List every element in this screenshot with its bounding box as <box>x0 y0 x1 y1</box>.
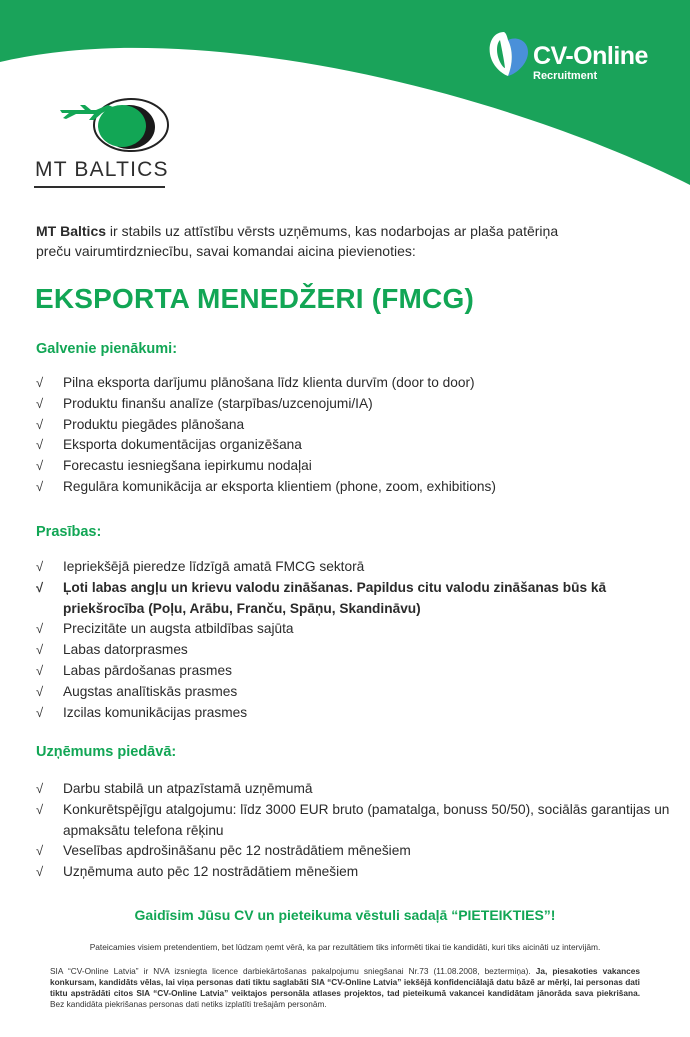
check-icon: √ <box>36 621 44 637</box>
job-title: EKSPORTA MENEDŽERI (FMCG) <box>35 283 474 314</box>
list-item: √ Uzņēmuma auto pēc 12 nostrādātiem mēnešiem <box>36 862 676 883</box>
check-icon: √ <box>36 864 44 880</box>
apply-call-to-action: Gaidīsim Jūsu CV un pieteikuma vēstuli sadaļā “PIETEIKTIES”! <box>134 907 556 923</box>
requirements-list <box>36 557 676 723</box>
check-icon: √ <box>36 416 44 432</box>
cv-online-logo-icon <box>486 30 530 78</box>
list-item: √ Forecastu iesniegšana iepirkumu nodaļai <box>36 456 676 477</box>
list-item: √ Konkurētspējīgu atalgojumu: līdz 3000 EUR bruto (pamatalga, bonuss 50/50), sociālās garantijas un apmaksātu telefona rēķinu <box>36 801 670 838</box>
list-item: √ Regulāra komunikācija ar eksporta klientiem (phone, zoom, exhibitions) <box>36 477 676 498</box>
check-icon: √ <box>36 781 44 796</box>
duties-list <box>36 373 676 498</box>
cv-online-subtitle: Recruitment <box>533 70 598 82</box>
list-item: √ Izcilas komunikācijas prasmes <box>36 703 676 724</box>
list-item: √ Produktu finanšu analīze (starpības/uzcenojumi/IA) <box>36 394 676 415</box>
list-item: √ Augstas analītiskās prasmes <box>36 682 676 703</box>
list-item: √ Eksporta dokumentācijas organizēšana <box>36 435 676 456</box>
requirements-heading: Prasības: <box>36 524 102 540</box>
check-icon: √ <box>36 704 44 720</box>
cv-online-logo <box>486 30 666 90</box>
airplane-logo-icon <box>34 96 169 156</box>
company-name: MT Baltics <box>36 223 107 239</box>
offer-list <box>36 779 676 883</box>
check-icon: √ <box>36 458 44 474</box>
check-icon: √ <box>36 662 44 678</box>
list-item: √ Labas datorprasmes <box>36 640 676 661</box>
check-icon: √ <box>36 437 44 453</box>
check-icon: √ <box>36 642 44 658</box>
mt-baltics-name: MT BALTICS <box>35 158 169 181</box>
check-icon: √ <box>36 683 44 699</box>
check-icon: √ <box>36 375 44 390</box>
list-item: √ Labas pārdošanas prasmes <box>36 661 676 682</box>
check-icon: √ <box>36 579 44 595</box>
candidate-note: Pateicamies visiem pretendentiem, bet lūdzam ņemt vērā, ka par rezultātiem tiks informēti tikai tie kandidāti, kuri tiks aicināti uz intervijām. <box>89 942 601 952</box>
list-item: √ Veselības apdrošināšanu pēc 12 nostrādātiem mēnešiem <box>36 841 676 862</box>
logo-underline <box>34 186 165 188</box>
check-icon: √ <box>36 478 44 494</box>
check-icon: √ <box>36 801 44 817</box>
list-item: √ Pilna eksporta darījumu plānošana līdz klienta durvīm (door to door) <box>36 373 676 394</box>
check-icon: √ <box>36 843 44 859</box>
check-icon: √ <box>36 559 44 574</box>
duties-heading: Galvenie pienākumi: <box>36 341 178 357</box>
list-item: √ Precizitāte un augsta atbildības sajūta <box>36 619 676 640</box>
check-icon: √ <box>36 395 44 411</box>
intro-paragraph <box>36 221 596 261</box>
cv-online-brand: CV-Online <box>533 42 648 70</box>
list-item: √ Ļoti labas angļu un krievu valodu zināšanas. Papildus citu valodu zināšanas būs kā priekšrocība (Poļu, Arābu, Franču, Spāņu, Skandināvu) <box>36 579 607 616</box>
intro-text: ir stabils uz attīstību vērsts uzņēmums, kas nodarbojas ar plaša patēriņa preču vairumtirdzniecību, savai komandai aicina pievienoties: <box>36 223 559 259</box>
list-item: √ Iepriekšējā pieredze līdzīgā amatā FMCG sektorā <box>36 557 676 578</box>
list-item: √ Produktu piegādes plānošana <box>36 415 676 436</box>
legal-notice: SIA “CV-Online Latvia” ir NVA izsniegta licence darbiekārtošanas pakalpojumu sniegšanai Nr.73 (11.08.2008, beztermiņa). Ja, piesakoties vakances konkursam, kandidāts vēlas, lai viņa personas dati tiktu saglabāti SIA “CV-Online Latvia” iekšējā konfidenciālajā datu bāzē ar mērķi, lai personas dati tiktu apstrādāti citos SIA “CV-Online Latvia” veiktajos personāla atlases projektos, tad pieteikumā vakancei kandidātam jānorāda sava piekrišana. Bez kandidāta piekrišanas personas dati netiks izplatīti trešajām personām. <box>50 966 640 1009</box>
offer-heading: Uzņēmums piedāvā: <box>36 744 177 760</box>
mt-baltics-logo <box>34 96 169 192</box>
list-item: √ Darbu stabilā un atpazīstamā uzņēmumā <box>36 779 676 800</box>
